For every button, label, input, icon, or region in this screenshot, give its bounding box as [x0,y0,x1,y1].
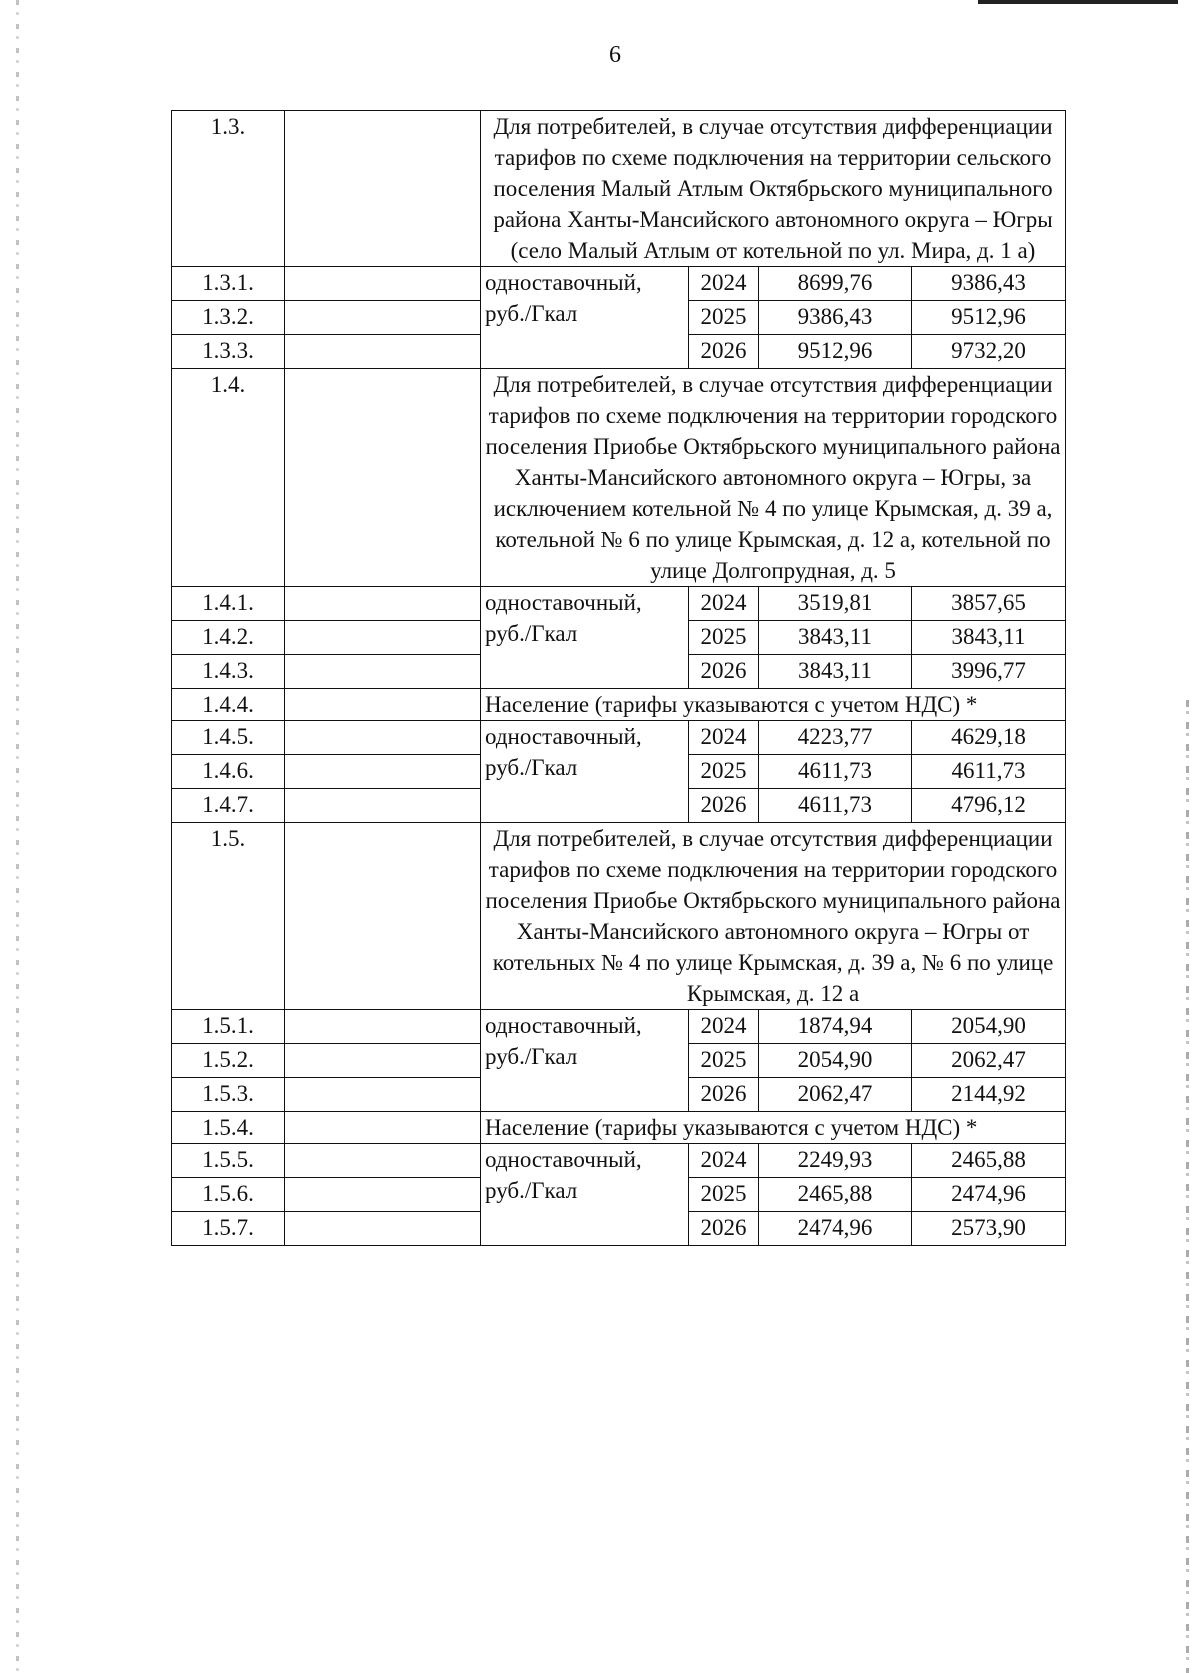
row-number: 1.3.1. [172,267,285,301]
year-cell: 2026 [689,789,759,823]
value-cell: 4611,73 [759,755,912,789]
row-number: 1.4.3. [172,655,285,689]
row-number: 1.3.3. [172,335,285,369]
row-number: 1.5.2. [172,1044,285,1078]
empty-cell [285,267,481,301]
value-cell: 9732,20 [912,335,1066,369]
empty-cell [285,1178,481,1212]
value-cell: 9386,43 [759,301,912,335]
empty-cell [285,689,481,721]
value-cell: 2573,90 [912,1212,1066,1246]
year-cell: 2025 [689,1044,759,1078]
row-number: 1.5.6. [172,1178,285,1212]
population-note: Население (тарифы указываются с учетом НДС) * [481,689,1066,721]
empty-cell [285,1010,481,1044]
value-cell: 2465,88 [912,1144,1066,1178]
value-cell: 4629,18 [912,721,1066,755]
row-number: 1.4.5. [172,721,285,755]
value-cell: 1874,94 [759,1010,912,1044]
value-cell: 2144,92 [912,1078,1066,1112]
year-cell: 2024 [689,1144,759,1178]
row-number: 1.4.4. [172,689,285,721]
tariff-type: одноставочный, руб./Гкал [481,267,689,369]
empty-cell [285,1144,481,1178]
row-number: 1.4. [172,369,285,587]
empty-cell [285,1112,481,1144]
empty-cell [285,1044,481,1078]
year-cell: 2026 [689,1212,759,1246]
value-cell: 3996,77 [912,655,1066,689]
row-number: 1.4.2. [172,621,285,655]
empty-cell [285,789,481,823]
row-number: 1.5.4. [172,1112,285,1144]
section-description: Для потребителей, в случае отсутствия дифференциации тарифов по схеме подключения на территории сельского поселения Малый Атлым Октябрьского муниципального района Ханты-Мансийского автономного округа – Югры (село Малый Атлым от котельной по ул. Мира, д. 1 а) [481,111,1066,267]
tariff-type: одноставочный, руб./Гкал [481,721,689,823]
row-number: 1.4.1. [172,587,285,621]
section-description: Для потребителей, в случае отсутствия дифференциации тарифов по схеме подключения на территории городского поселения Приобье Октябрьского муниципального района Ханты-Мансийского автономного округа – Югры, за исключением котельной № 4 по улице Крымская, д. 39 а, котельной № 6 по улице Крымская, д. 12 а, котельной по улице Долгопрудная, д. 5 [481,369,1066,587]
empty-cell [285,587,481,621]
tariff-type: одноставочный, руб./Гкал [481,1144,689,1246]
population-note: Население (тарифы указываются с учетом НДС) * [481,1112,1066,1144]
year-cell: 2024 [689,267,759,301]
row-number: 1.5.1. [172,1010,285,1044]
value-cell: 9512,96 [912,301,1066,335]
row-number: 1.5. [172,823,285,1010]
empty-cell [285,755,481,789]
value-cell: 9512,96 [759,335,912,369]
table-row [172,267,1066,301]
tariff-table [171,110,1066,1246]
year-cell: 2025 [689,755,759,789]
year-cell: 2024 [689,587,759,621]
value-cell: 9386,43 [912,267,1066,301]
row-number: 1.5.5. [172,1144,285,1178]
row-number: 1.5.3. [172,1078,285,1112]
year-cell: 2024 [689,721,759,755]
year-cell: 2026 [689,1078,759,1112]
empty-cell [285,335,481,369]
empty-cell [285,655,481,689]
year-cell: 2026 [689,335,759,369]
value-cell: 2249,93 [759,1144,912,1178]
empty-cell [285,1078,481,1112]
value-cell: 3843,11 [912,621,1066,655]
value-cell: 3843,11 [759,655,912,689]
table-row [172,721,1066,755]
population-row [172,1112,1066,1144]
value-cell: 4223,77 [759,721,912,755]
tariff-type: одноставочный, руб./Гкал [481,1010,689,1112]
population-row [172,689,1066,721]
table-row [172,587,1066,621]
section-row [172,111,1066,267]
empty-cell [285,1212,481,1246]
value-cell: 4611,73 [759,789,912,823]
empty-cell [285,621,481,655]
value-cell: 2062,47 [759,1078,912,1112]
section-description: Для потребителей, в случае отсутствия дифференциации тарифов по схеме подключения на территории городского поселения Приобье Октябрьского муниципального района Ханты-Мансийского автономного округа – Югры от котельных № 4 по улице Крымская, д. 39 а, № 6 по улице Крымская, д. 12 а [481,823,1066,1010]
section-row [172,369,1066,587]
value-cell: 3843,11 [759,621,912,655]
page-number: 6 [609,42,621,68]
value-cell: 4611,73 [912,755,1066,789]
year-cell: 2025 [689,301,759,335]
scan-edge-right [1186,700,1189,1673]
row-number: 1.5.7. [172,1212,285,1246]
section-row [172,823,1066,1010]
row-number: 1.3.2. [172,301,285,335]
empty-cell [285,111,481,267]
row-number: 1.4.6. [172,755,285,789]
value-cell: 2062,47 [912,1044,1066,1078]
year-cell: 2025 [689,1178,759,1212]
scan-edge-left [16,0,19,1673]
value-cell: 3857,65 [912,587,1066,621]
row-number: 1.3. [172,111,285,267]
top-rule [978,0,1178,4]
empty-cell [285,823,481,1010]
value-cell: 2474,96 [759,1212,912,1246]
row-number: 1.4.7. [172,789,285,823]
tariff-type: одноставочный, руб./Гкал [481,587,689,689]
value-cell: 2054,90 [912,1010,1066,1044]
value-cell: 2465,88 [759,1178,912,1212]
empty-cell [285,721,481,755]
table-row [172,1010,1066,1044]
value-cell: 2054,90 [759,1044,912,1078]
year-cell: 2025 [689,621,759,655]
year-cell: 2024 [689,1010,759,1044]
empty-cell [285,301,481,335]
year-cell: 2026 [689,655,759,689]
table-row [172,1144,1066,1178]
value-cell: 4796,12 [912,789,1066,823]
value-cell: 3519,81 [759,587,912,621]
empty-cell [285,369,481,587]
value-cell: 2474,96 [912,1178,1066,1212]
value-cell: 8699,76 [759,267,912,301]
